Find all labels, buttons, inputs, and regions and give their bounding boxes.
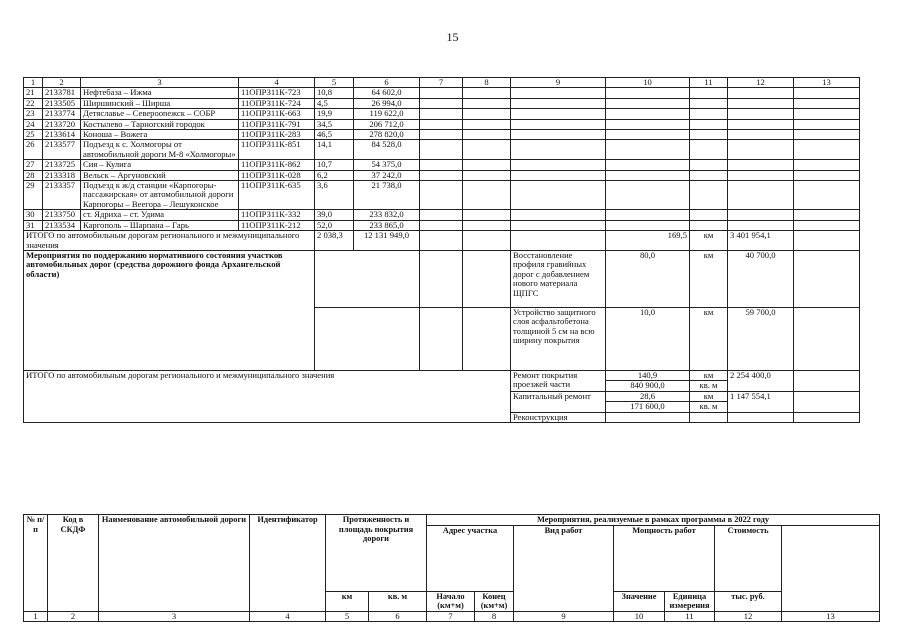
empty-cell [511, 109, 606, 119]
work-power: 80,0 [606, 250, 690, 307]
header-sqm: кв. м [369, 591, 427, 611]
work-cost [728, 412, 794, 422]
road-name: Детяславье – Северооnежск – СОБР [81, 109, 239, 119]
road-code: 2133614 [43, 130, 81, 140]
empty-cell [420, 98, 463, 108]
road-length: 10,8 [315, 88, 354, 98]
empty-cell [511, 88, 606, 98]
road-name: Нефтебаза – Ижма [81, 88, 239, 98]
road-identifier: 11ОПРЗ11К-332 [239, 210, 315, 220]
col-num: 5 [315, 78, 354, 88]
empty-cell [794, 307, 860, 370]
empty-cell [690, 210, 728, 220]
road-name: Подъезд к ж/д станции «Карпогоры-пассажирская» от автомобильной дороги Карпогоры – Веегора – Лешуконское [81, 181, 239, 210]
empty-cell [606, 88, 690, 98]
empty-cell [794, 88, 860, 98]
work-type: Восстановление профиля гравийных дорог с добавлением нового материала ЩПГС [511, 250, 606, 307]
empty-cell [690, 170, 728, 180]
road-name: Подъезд к с. Холмогоры от автомобильной дороги М-8 «Холмогоры» [81, 140, 239, 160]
road-identifier: 11ОПРЗ11К-635 [239, 181, 315, 210]
work-unit [690, 391, 728, 412]
row-number: 31 [24, 220, 43, 230]
work-type: Реконструкция [511, 412, 606, 422]
road-identifier: 11ОПРЗ11К-723 [239, 88, 315, 98]
road-name: Вельск – Аргуновский [81, 170, 239, 180]
header-road-name: Наименование автомобильной дороги [99, 515, 250, 612]
empty-cell [794, 119, 860, 129]
empty-cell [728, 119, 794, 129]
empty-cell [511, 119, 606, 129]
col-num: 9 [511, 78, 606, 88]
road-length: 46,5 [315, 130, 354, 140]
empty-cell [690, 88, 728, 98]
header-power: Мощность работ [614, 525, 715, 591]
total-area: 12 131 949,0 [354, 231, 420, 251]
empty-cell [794, 140, 860, 160]
empty-cell [420, 140, 463, 160]
empty-cell [511, 210, 606, 220]
col-num: 7 [427, 611, 475, 621]
empty-cell [420, 130, 463, 140]
header-identifier: Идентификатор [250, 515, 326, 612]
empty-cell [511, 140, 606, 160]
header-end: Конец (км+м) [475, 591, 514, 611]
empty-cell [463, 130, 511, 140]
road-name: Коноша – Вожега [81, 130, 239, 140]
col-num: 10 [606, 78, 690, 88]
empty-cell [606, 170, 690, 180]
col-num: 13 [794, 78, 860, 88]
empty-cell [728, 181, 794, 210]
empty-cell [728, 160, 794, 170]
empty-cell [794, 130, 860, 140]
work-unit-sqm: кв. м [690, 380, 727, 390]
empty-cell [794, 412, 860, 422]
empty-cell [420, 307, 463, 370]
row-number: 23 [24, 109, 43, 119]
col-num: 6 [354, 78, 420, 88]
road-length: 14,1 [315, 140, 354, 160]
col-num: 1 [24, 611, 48, 621]
col-num: 13 [782, 611, 880, 621]
total-row [24, 231, 860, 251]
header-length-group: Протяженность и площадь покрытия дороги [326, 515, 427, 592]
empty-cell [690, 181, 728, 210]
header-value: Значение [614, 591, 665, 611]
col-num: 10 [614, 611, 665, 621]
road-code: 2133750 [43, 210, 81, 220]
road-length: 39,0 [315, 210, 354, 220]
empty-cell [463, 250, 511, 307]
work-unit-km: км [703, 370, 714, 380]
measures-label: Мероприятия по поддержанию нормативного состояния участков автомобильных дорог (средства дорожного фонда Архангельской области) [24, 250, 315, 370]
empty-cell [728, 88, 794, 98]
road-area: 84 528,0 [354, 140, 420, 160]
road-name: Каргополь – Шарпана – Гарь [81, 220, 239, 230]
work-cost: 40 700,0 [728, 250, 794, 307]
empty-cell [511, 181, 606, 210]
col-num: 4 [250, 611, 326, 621]
road-length: 52,0 [315, 220, 354, 230]
empty-cell [606, 210, 690, 220]
empty-cell [463, 119, 511, 129]
road-name: ст. Ядриха – ст. Удима [81, 210, 239, 220]
empty-cell [420, 88, 463, 98]
empty-cell [463, 98, 511, 108]
header-unit: Единица измерения [665, 591, 715, 611]
empty-cell [794, 250, 860, 307]
header-start: Начало (км+м) [427, 591, 475, 611]
road-code: 2133725 [43, 160, 81, 170]
header-work-type: Вид работ [514, 525, 614, 611]
empty-cell [420, 160, 463, 170]
work-cost: 1 147 554,1 [728, 391, 794, 412]
empty-cell [463, 88, 511, 98]
road-length: 6,2 [315, 170, 354, 180]
total-length: 2 038,3 [315, 231, 354, 251]
road-area: 64 602,0 [354, 88, 420, 98]
row-number: 29 [24, 181, 43, 210]
col-num: 7 [420, 78, 463, 88]
empty-cell [606, 181, 690, 210]
row-number: 27 [24, 160, 43, 170]
road-identifier: 11ОПРЗ11К-851 [239, 140, 315, 160]
work-type: Капитальный ремонт [511, 391, 606, 412]
empty-cell [728, 220, 794, 230]
empty-cell [463, 140, 511, 160]
col-num: 11 [665, 611, 715, 621]
table-row [24, 220, 860, 230]
road-length: 3,6 [315, 181, 354, 210]
empty-cell [463, 231, 511, 251]
continuation-table [23, 77, 860, 423]
empty-cell [728, 140, 794, 160]
road-length: 4,5 [315, 98, 354, 108]
header-km: км [326, 591, 369, 611]
total-power: 169,5 [606, 231, 690, 251]
empty-cell [794, 98, 860, 108]
road-identifier: 11ОПРЗ11К-028 [239, 170, 315, 180]
col-num: 2 [48, 611, 99, 621]
empty-cell [794, 231, 860, 251]
header-column-number-row [24, 611, 880, 621]
empty-cell [511, 160, 606, 170]
empty-cell [511, 231, 606, 251]
row-number: 25 [24, 130, 43, 140]
work-power-km: 28,6 [639, 391, 656, 401]
empty-cell [794, 160, 860, 170]
road-length: 19,9 [315, 109, 354, 119]
empty-cell [606, 160, 690, 170]
total-cost: 3 401 954,1 [728, 231, 794, 251]
empty-cell [794, 210, 860, 220]
table-row [24, 88, 860, 98]
road-area: 233 832,0 [354, 210, 420, 220]
empty-cell [420, 109, 463, 119]
col-num: 12 [728, 78, 794, 88]
work-unit [690, 370, 728, 391]
header-measures-group: Мероприятия, реализуемые в рамках программы в 2022 году [427, 515, 880, 526]
empty-cell [420, 220, 463, 230]
empty-cell [794, 220, 860, 230]
empty-cell [690, 140, 728, 160]
row-number: 28 [24, 170, 43, 180]
work-unit-km: км [703, 391, 714, 401]
empty-cell [690, 98, 728, 108]
empty-cell [420, 170, 463, 180]
empty-cell [511, 220, 606, 230]
table-row [24, 119, 860, 129]
road-area: 233 865,0 [354, 220, 420, 230]
empty-cell [420, 210, 463, 220]
empty-cell [511, 98, 606, 108]
empty-cell [463, 307, 511, 370]
col-num: 11 [690, 78, 728, 88]
col-num: 9 [514, 611, 614, 621]
road-code: 2133534 [43, 220, 81, 230]
road-code: 2133318 [43, 170, 81, 180]
empty-cell [463, 210, 511, 220]
road-code: 2133774 [43, 109, 81, 119]
work-cost: 59 700,0 [728, 307, 794, 370]
empty-cell [794, 170, 860, 180]
table-row [24, 181, 860, 210]
road-name: Костылево – Тарногский городок [81, 119, 239, 129]
row-number: 22 [24, 98, 43, 108]
road-length: 34,5 [315, 119, 354, 129]
header-cost: Стоимость [715, 525, 782, 591]
header-address: Адрес участка [427, 525, 514, 591]
total2-label: ИТОГО по автомобильным дорогам регионального и межмуниципального значения [24, 370, 511, 422]
road-identifier: 11ОПРЗ11К-663 [239, 109, 315, 119]
empty-cell [728, 210, 794, 220]
col-num: 3 [99, 611, 250, 621]
empty-cell [463, 109, 511, 119]
empty-cell [463, 160, 511, 170]
empty-cell [606, 140, 690, 160]
work-type: Устройство защитного слоя асфальтобетона толщиной 5 см на всю ширину покрытия [511, 307, 606, 370]
empty-cell [728, 170, 794, 180]
empty-cell [420, 231, 463, 251]
empty-cell [690, 160, 728, 170]
work-power [606, 412, 690, 422]
road-area: 119 622,0 [354, 109, 420, 119]
road-code: 2133781 [43, 88, 81, 98]
col-num: 4 [239, 78, 315, 88]
row-number: 21 [24, 88, 43, 98]
work-type: Ремонт покрытия проезжей части [511, 370, 606, 391]
work-power [606, 370, 690, 391]
road-area: 21 738,0 [354, 181, 420, 210]
empty-cell [511, 170, 606, 180]
empty-cell [794, 391, 860, 412]
total2-row [24, 370, 860, 391]
road-identifier: 11ОПРЗ11К-724 [239, 98, 315, 108]
table-row [24, 140, 860, 160]
total-unit: км [690, 231, 728, 251]
empty-cell [463, 170, 511, 180]
empty-cell [690, 130, 728, 140]
table-row [24, 109, 860, 119]
row-number: 30 [24, 210, 43, 220]
empty-cell [690, 119, 728, 129]
road-code: 2133505 [43, 98, 81, 108]
empty-cell [606, 119, 690, 129]
work-unit [690, 412, 728, 422]
road-area: 26 994,0 [354, 98, 420, 108]
empty-cell [606, 220, 690, 230]
col-num: 1 [24, 78, 43, 88]
row-number: 26 [24, 140, 43, 160]
col-num: 12 [715, 611, 782, 621]
total-label: ИТОГО по автомобильным дорогам регионального и межмуниципального значения [24, 231, 315, 251]
empty-cell [315, 250, 420, 307]
road-code: 2133577 [43, 140, 81, 160]
empty-cell [511, 130, 606, 140]
header-table [23, 514, 880, 622]
empty-cell [606, 130, 690, 140]
work-unit: км [690, 307, 728, 370]
road-identifier: 11ОПРЗ11К-212 [239, 220, 315, 230]
table-row [24, 210, 860, 220]
work-power: 10,0 [606, 307, 690, 370]
col-num: 5 [326, 611, 369, 621]
road-identifier: 11ОПРЗ11К-283 [239, 130, 315, 140]
work-power-km: 140,9 [637, 370, 658, 380]
empty-cell [315, 307, 420, 370]
work-power [606, 391, 690, 412]
table-row [24, 130, 860, 140]
measures-row [24, 250, 860, 307]
header-no: № п/п [24, 515, 48, 612]
road-length: 10,7 [315, 160, 354, 170]
header-cost-unit: тыс. руб. [715, 591, 782, 611]
road-area: 37 242,0 [354, 170, 420, 180]
work-unit: км [690, 250, 728, 307]
empty-cell [728, 98, 794, 108]
empty-cell [794, 370, 860, 391]
table-row [24, 170, 860, 180]
empty-cell [606, 109, 690, 119]
work-cost: 2 254 400,0 [728, 370, 794, 391]
col-num: 3 [81, 78, 239, 88]
empty-cell [420, 250, 463, 307]
empty-cell [794, 181, 860, 210]
table-row [24, 160, 860, 170]
empty-cell [463, 181, 511, 210]
row-number: 24 [24, 119, 43, 129]
road-area: 278 820,0 [354, 130, 420, 140]
col-num: 8 [475, 611, 514, 621]
road-name: Сия – Кулига [81, 160, 239, 170]
empty-cell [606, 98, 690, 108]
work-unit-sqm: кв. м [690, 401, 727, 411]
empty-cell [420, 119, 463, 129]
empty-cell [794, 109, 860, 119]
column-number-row [24, 78, 860, 88]
col-num: 2 [43, 78, 81, 88]
empty-cell [728, 130, 794, 140]
work-power-sqm: 171 600,0 [606, 401, 689, 411]
page-number: 15 [446, 30, 459, 44]
road-name: Шиpшинский – Шиpша [81, 98, 239, 108]
road-area: 206 712,0 [354, 119, 420, 129]
road-identifier: 11ОПРЗ11К-862 [239, 160, 315, 170]
road-code: 2133357 [43, 181, 81, 210]
empty-cell [463, 220, 511, 230]
empty-cell [728, 109, 794, 119]
table-row [24, 98, 860, 108]
empty-cell [420, 181, 463, 210]
col-num: 8 [463, 78, 511, 88]
empty-cell [690, 220, 728, 230]
road-code: 2133720 [43, 119, 81, 129]
header-code: Код в СКДФ [48, 515, 99, 612]
road-area: 54 375,0 [354, 160, 420, 170]
col-num: 6 [369, 611, 427, 621]
work-power-sqm: 840 900,0 [606, 380, 689, 390]
road-identifier: 11ОПРЗ11К-791 [239, 119, 315, 129]
empty-cell [690, 109, 728, 119]
